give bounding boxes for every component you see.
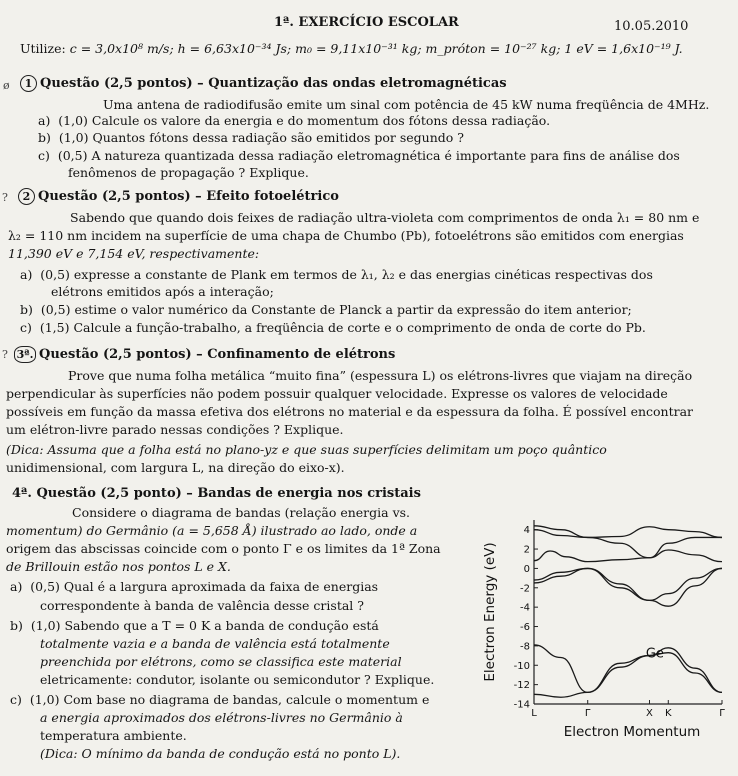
q4-item-c-cont-1: a energia aproximados dos elétrons-livres no Germânio à	[40, 710, 403, 725]
q2-intro-3: 11,390 eV e 7,154 eV, respectivamente:	[8, 246, 260, 261]
band-line-6	[534, 530, 722, 558]
constants-text: c = 3,0x10⁸ m/s; h = 6,63x10⁻³⁴ Js; m₀ = 9,11x10⁻³¹ kg; m_próton = 10⁻²⁷ kg; 1 eV = 1,6x10⁻¹⁹ J.	[69, 41, 683, 56]
q4-item-b-cont-2: preenchida por elétrons, como se classifica este material	[40, 654, 402, 669]
q2-number: 2	[18, 188, 35, 205]
y-tick-label: -6	[520, 622, 530, 634]
q3-line-3: possíveis em função da massa efetiva dos elétrons no material e da espessura da folha. É possível encontrar	[6, 404, 694, 419]
q3-heading: Questão (2,5 pontos) – Confinamento de elétrons	[39, 347, 396, 362]
q4-item-b-cont-1: totalmente vazia e a banda de valência está totalmente	[40, 636, 390, 651]
q2-item-b	[20, 302, 632, 318]
q4-intro-1: Considere o diagrama de bandas (relação energia vs.	[72, 505, 411, 520]
y-tick-label: 4	[523, 525, 530, 537]
band-structure-chart	[478, 492, 736, 754]
y-tick-label: -14	[513, 699, 530, 711]
q2-item-c-text: (1,5) Calcule a função-trabalho, a freqüência de corte e o comprimento de onda de corte do Pb.	[39, 320, 646, 335]
band-line-1	[534, 653, 722, 698]
q4-item-a-cont: correspondente à banda de valência desse cristal ?	[40, 598, 364, 613]
q2-item-a-label: a)	[20, 267, 33, 282]
q1-item-c	[38, 148, 680, 164]
q3-heading-line	[14, 346, 395, 363]
q2-item-b-text: (0,5) estime o valor numérico da Constante de Planck a partir da expressão do item anterior;	[40, 302, 632, 317]
margin-mark: ø	[3, 79, 10, 92]
constants-line	[20, 41, 683, 57]
q3-line-4: um elétron-livre parado nessas condições ? Explique.	[6, 422, 344, 437]
q4-item-b	[10, 618, 379, 634]
q1-item-c-cont: fenômenos de propagação ? Explique.	[68, 165, 309, 180]
q4-intro-2: momentum) do Germânio (a = 5,658 Å) ilustrado ao lado, onde a	[6, 523, 418, 538]
q1-item-a	[38, 113, 550, 129]
x-tick-label: Γ	[719, 708, 725, 719]
q4-item-b-cont-3: eletricamente: condutor, isolante ou semicondutor ? Explique.	[40, 672, 435, 687]
q2-item-a	[20, 267, 653, 283]
q1-intro: Uma antena de radiodifusão emite um sinal com potência de 45 kW numa freqüência de 4MHz.	[103, 97, 710, 112]
q3-line-1: Prove que numa folha metálica “muito fina” (espessura L) os elétrons-livres que viajam na direção	[68, 368, 693, 383]
q1-item-a-label: a)	[38, 113, 51, 128]
q4-item-a-text: (0,5) Qual é a largura aproximada da faixa de energias	[30, 579, 379, 594]
q3-dica-1: (Dica: Assuma que a folha está no plano-yz e que suas superfícies delimitam um poço quântico	[6, 442, 607, 457]
band-line-3	[534, 568, 722, 606]
exam-title: 1ª. EXERCÍCIO ESCOLAR	[274, 15, 459, 30]
x-tick-label: K	[665, 708, 672, 719]
q4-item-a	[10, 579, 378, 595]
q1-item-a-text: (1,0) Calcule os valore da energia e do momentum dos fótons dessa radiação.	[58, 113, 551, 128]
margin-mark: ?	[2, 191, 8, 204]
q4-heading: Questão (2,5 ponto) – Bandas de energia nos cristais	[36, 486, 421, 501]
q1-item-c-text: (0,5) A natureza quantizada dessa radiação eletromagnética é importante para fins de análise dos	[57, 148, 680, 163]
q4-dica: (Dica: O mínimo da banda de condução está no ponto L).	[40, 746, 401, 761]
q4-item-b-label: b)	[10, 618, 23, 633]
y-tick-label: 0	[523, 563, 530, 575]
q2-item-c	[20, 320, 646, 336]
q4-item-a-label: a)	[10, 579, 23, 594]
q2-item-a-text: (0,5) expresse a constante de Plank em termos de λ₁, λ₂ e das energias cinéticas respectivas dos	[40, 267, 653, 282]
q1-item-b-label: b)	[38, 130, 51, 145]
q1-number: 1	[20, 75, 37, 92]
q1-heading-line	[20, 75, 507, 92]
q1-item-b	[38, 130, 464, 146]
q1-item-c-label: c)	[38, 148, 50, 163]
q2-heading-line	[18, 188, 339, 205]
y-tick-label: -4	[520, 602, 530, 614]
x-tick-label: L	[531, 708, 537, 719]
q2-item-b-label: b)	[20, 302, 33, 317]
q1-item-b-text: (1,0) Quantos fótons dessa radiação são emitidos por segundo ?	[58, 130, 464, 145]
y-tick-label: -8	[520, 641, 530, 653]
band-line-2	[534, 645, 722, 692]
q2-item-c-label: c)	[20, 320, 32, 335]
x-tick-label: X	[646, 708, 653, 719]
q4-item-b-text: (1,0) Sabendo que a T = 0 K a banda de condução está	[30, 618, 379, 633]
band-line-5	[534, 550, 722, 562]
band-line-4	[534, 568, 722, 600]
q3-number: 3ª.	[14, 346, 36, 363]
q3-line-2: perpendicular às superfícies não podem possuir qualquer velocidade. Expresse os valores de velocidade	[6, 386, 668, 401]
q4-intro-4: de Brillouin estão nos pontos L e X.	[6, 559, 231, 574]
q1-heading: Questão (2,5 pontos) – Quantização das ondas eletromagnéticas	[40, 76, 507, 91]
q4-item-c-label: c)	[10, 692, 22, 707]
q4-item-c	[10, 692, 429, 708]
exam-date: 10.05.2010	[614, 19, 689, 34]
q2-item-a-cont: elétrons emitidos após a interação;	[51, 284, 274, 299]
x-axis-label: Electron Momentum	[563, 724, 701, 740]
y-tick-label: -10	[513, 660, 530, 672]
x-tick-label: Γ	[584, 708, 591, 719]
q2-heading: Questão (2,5 pontos) – Efeito fotoelétrico	[38, 189, 339, 204]
q3-dica-2: unidimensional, com largura L, na direção do eixo-x).	[6, 460, 345, 475]
constants-label: Utilize:	[20, 41, 66, 56]
q4-intro-3: origem das abscissas coincide com o ponto Γ e os limites da 1ª Zona	[6, 541, 441, 556]
q4-heading-line	[12, 486, 421, 502]
y-axis-label: Electron Energy (eV)	[482, 542, 498, 682]
q4-item-c-cont-2: temperatura ambiente.	[40, 728, 187, 743]
margin-mark: ?	[2, 348, 8, 361]
y-tick-label: -2	[520, 583, 530, 595]
q2-intro-2: λ₂ = 110 nm incidem na superfície de uma chapa de Chumbo (Pb), fotoelétrons são emitidos com energias	[8, 228, 684, 243]
q2-intro-1: Sabendo que quando dois feixes de radiação ultra-violeta com comprimentos de onda λ₁ = 80 nm e	[70, 210, 700, 225]
y-tick-label: 2	[523, 544, 530, 556]
y-tick-label: -12	[513, 680, 530, 692]
q4-number: 4ª.	[12, 486, 32, 501]
q4-item-c-text: (1,0) Com base no diagrama de bandas, calcule o momentum e	[29, 692, 430, 707]
material-label: Ge	[645, 646, 664, 662]
